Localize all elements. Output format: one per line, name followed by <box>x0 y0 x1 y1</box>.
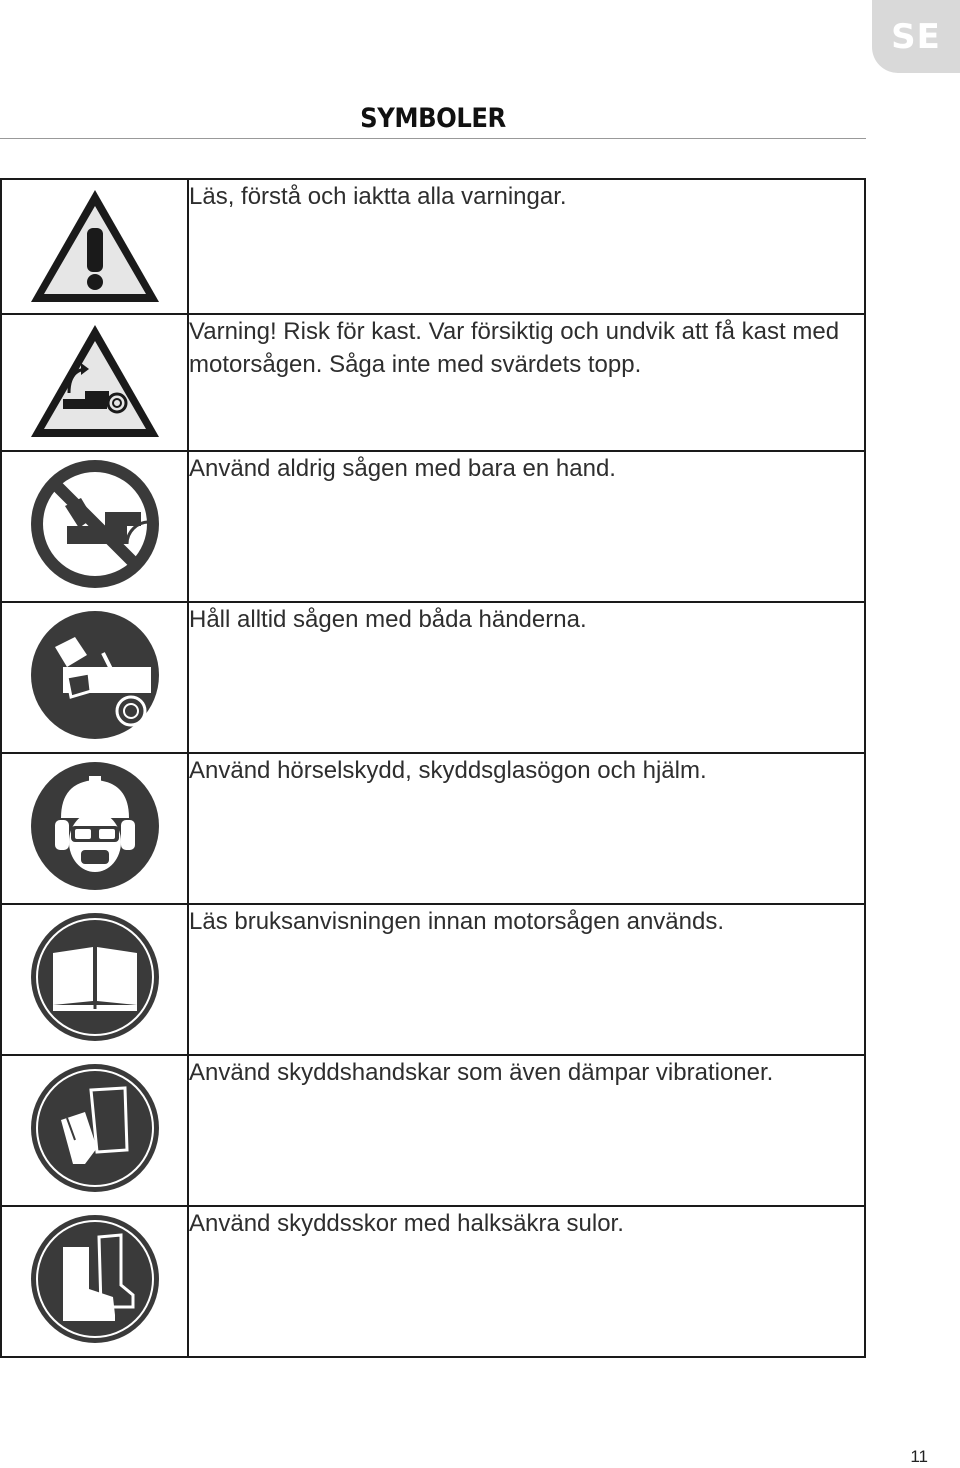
symbol-row <box>1 1055 865 1206</box>
icon-cell <box>1 753 188 904</box>
title-divider <box>0 138 866 139</box>
symbol-text: Använd hörselskydd, skyddsglasögon och hjälm. <box>188 753 865 904</box>
symbol-text: Läs, förstå och iaktta alla varningar. <box>188 179 865 314</box>
page-number: 11 <box>910 1447 928 1466</box>
symbol-row <box>1 1206 865 1357</box>
symbol-row <box>1 179 865 314</box>
warning-exclamation-icon <box>25 184 165 308</box>
icon-cell <box>1 1206 188 1357</box>
kickback-warning-icon <box>25 319 165 443</box>
symbol-text: Läs bruksanvisningen innan motorsågen används. <box>188 904 865 1055</box>
symbol-row <box>1 904 865 1055</box>
icon-cell <box>1 314 188 451</box>
icon-cell <box>1 451 188 602</box>
icon-cell <box>1 179 188 314</box>
symbol-text: Använd skyddshandskar som även dämpar vibrationer. <box>188 1055 865 1206</box>
symbol-text: Använd aldrig sågen med bara en hand. <box>188 451 865 602</box>
safety-boots-icon <box>27 1211 163 1347</box>
no-one-hand-operation-icon <box>27 456 163 592</box>
icon-cell <box>1 904 188 1055</box>
symbol-row <box>1 753 865 904</box>
symbols-table <box>0 178 866 1358</box>
symbol-text: Varning! Risk för kast. Var försiktig och undvik att få kast med motorsågen. Såga inte med svärdets topp. <box>188 314 865 451</box>
read-manual-icon <box>27 909 163 1045</box>
two-hand-operation-icon <box>27 607 163 743</box>
symbol-text: Använd skyddsskor med halksäkra sulor. <box>188 1206 865 1357</box>
icon-cell <box>1 1055 188 1206</box>
symbol-row <box>1 451 865 602</box>
symbol-row <box>1 314 865 451</box>
icon-cell <box>1 602 188 753</box>
page-title: SYMBOLER <box>360 103 506 134</box>
protective-gloves-icon <box>27 1060 163 1196</box>
symbol-row <box>1 602 865 753</box>
symbol-text: Håll alltid sågen med båda händerna. <box>188 602 865 753</box>
protective-gear-icon <box>27 758 163 894</box>
language-tab: SE <box>872 0 960 73</box>
